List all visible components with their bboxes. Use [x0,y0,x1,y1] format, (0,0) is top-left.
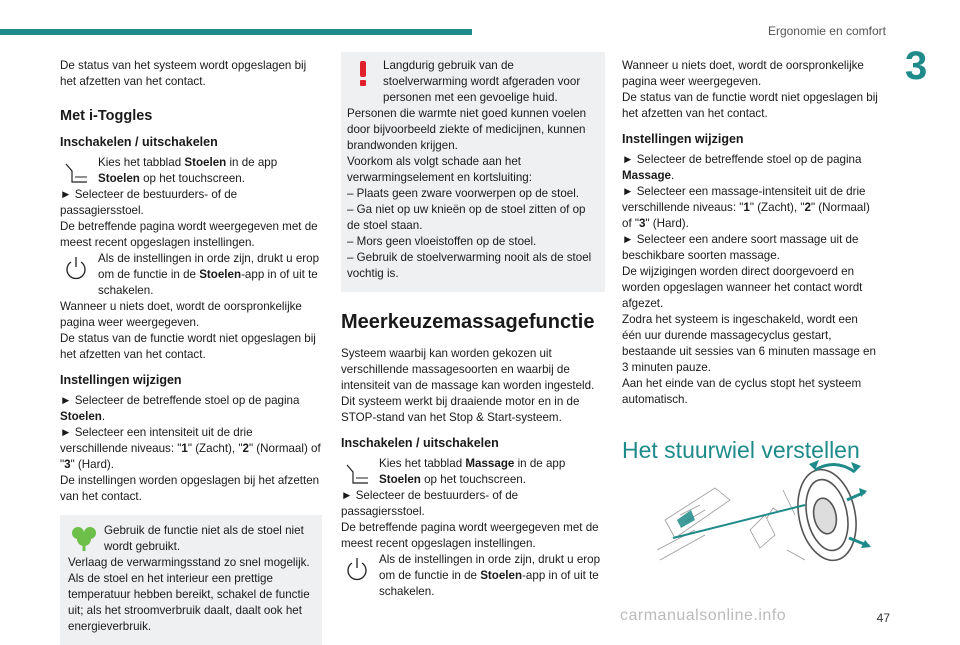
text-bold: Stoelen [480,569,523,582]
text-bold: Massage [465,457,515,470]
text-bold: 2 [804,201,811,214]
paragraph: Voorkom als volgt schade aan het verwarmingselement en kortsluiting: [347,155,532,184]
text: ► Selecteer de betreffende stoel op de pagina [622,153,862,166]
text-bold: 1 [181,442,188,455]
text: Als de instellingen in orde zijn, drukt u erop om de functie in de [379,553,601,582]
column-1 [60,58,322,645]
text: Kies het tabblad [379,457,466,470]
paragraph: Aan het einde van de cyclus stopt het systeem automatisch. [622,377,862,406]
instruction-touch [341,456,605,488]
list-item: – Gebruik de stoelverwarming nooit als de stoel vochtig is. [347,251,592,280]
heading-onoff: Inschakelen / uitschakelen [341,436,499,450]
paragraph: De betreffende pagina wordt weergegeven met de meest recent opgeslagen instellingen. [60,220,318,249]
instruction-power [60,251,322,299]
column-2 [341,52,605,600]
touch-icon [341,456,373,488]
paragraph: De betreffende pagina wordt weergegeven met de meest recent opgeslagen instellingen. [341,521,599,550]
text: " (Zacht), " [187,442,243,455]
heading-itoggles: Met i-Toggles [60,108,153,124]
touch-icon [60,155,92,187]
text: -app in of uit te schakelen. [379,569,599,598]
paragraph: Zodra het systeem is ingeschakeld, wordt een één uur durende massagecyclus gestart, bestaande uit sessies van 6 minuten massage en 3 minuten pauze. [622,313,876,374]
text: " (Normaal) of " [622,201,870,230]
column-3 [622,58,880,464]
heading-settings: Instellingen wijzigen [60,373,182,387]
heading-onoff: Inschakelen / uitschakelen [60,135,218,149]
paragraph: Wanneer u niets doet, wordt de oorspronkelijke pagina weer weergegeven. [60,300,302,329]
paragraph: ► Selecteer de bestuurders- of de passagiersstoel. [341,489,519,518]
note-body: Verlaag de verwarmingsstand zo snel mogelijk. Als de stoel en het interieur een prettige temperatuur hebben bereikt, schakel de functie uit; als het stroomverbruik daalt, daalt ook het energieverbruik. [68,556,310,633]
text-bold: Stoelen [60,410,102,423]
text-bold: Stoelen [199,268,242,281]
warning-icon [347,58,379,106]
text: Kies het tabblad [98,156,185,169]
text: " (Normaal) of " [60,442,321,471]
watermark: carmanualsonline.info [620,607,787,624]
text-bold: 3 [639,217,646,230]
header-accent-bar [0,29,472,35]
text: . [101,410,106,423]
warning-note [341,52,605,292]
paragraph: De status van de functie wordt niet opgeslagen bij het afzetten van het contact. [60,332,316,361]
text-bold: Stoelen [98,172,140,185]
chapter-number: 3 [905,44,928,88]
paragraph: De wijzigingen worden direct doorgevoerd en worden opgeslagen wanneer het contact wordt afgezet. [622,265,863,310]
instruction-power [341,552,605,600]
page-number: 47 [876,611,890,625]
steering-wheel-illustration [655,460,880,575]
paragraph [622,152,880,184]
text: . [670,169,675,182]
text: ► Selecteer een massage-intensiteit uit de drie verschillende niveaus: " [622,185,866,214]
note-lead: Gebruik de functie niet als de stoel niet wordt gebruikt. [104,524,304,553]
section-heading-steering: Het stuurwiel verstellen [622,437,860,463]
power-icon [341,552,373,584]
text-bold: Massage [622,169,671,182]
text-bold: 1 [743,201,750,214]
steering-wheel [790,464,864,566]
text-bold: 2 [242,442,249,455]
heading-settings: Instellingen wijzigen [622,132,744,146]
paragraph [622,184,880,232]
section-heading-massage: Meerkeuzemassagefunctie [341,311,595,333]
power-icon [60,251,92,283]
text: ► Selecteer een intensiteit uit de drie verschillende niveaus: " [60,426,253,455]
paragraph: ► Selecteer een andere soort massage uit de beschikbare soorten massage. [622,233,859,262]
text: op het touchscreen. [420,473,526,486]
text-bold: 3 [64,458,71,471]
text: -app in of uit te schakelen. [98,268,318,297]
warning-lead: Langdurig gebruik van de stoelverwarming wordt afgeraden voor personen met een gevoelige huid. [383,59,581,104]
paragraph: ► Selecteer de bestuurders- of de passagiersstoel. [60,188,238,217]
paragraph: De status van de functie wordt niet opgeslagen bij het afzetten van het contact. [622,91,878,120]
text: in de app [226,156,278,169]
paragraph: Personen die warmte niet goed kunnen voelen door bijvoorbeeld ziekte of medicijnen, kunnen brandwonden krijgen. [347,107,587,152]
list-item: – Mors geen vloeistoffen op de stoel. [347,235,537,248]
paragraph [60,393,322,425]
eco-icon [68,523,100,555]
paragraph: Dit systeem werkt bij draaiende motor en in de STOP-stand van het Stop & Start-systeem. [341,395,580,424]
text: " (Hard). [70,458,114,471]
text: " (Hard). [645,217,689,230]
section-title: Ergonomie en comfort [767,24,886,38]
list-item: – Plaats geen zware voorwerpen op de stoel. [347,187,580,200]
text: Als de instellingen in orde zijn, drukt u erop om de functie in de [98,252,320,281]
paragraph: De status van het systeem wordt opgeslagen bij het afzetten van het contact. [60,59,307,88]
paragraph: Systeem waarbij kan worden gekozen uit verschillende massagesoorten en waarbij de intensiteit van de massage kan worden ingesteld. [341,347,595,392]
eco-note [60,515,322,645]
text: op het touchscreen. [139,172,245,185]
list-item: – Ga niet op uw knieën op de stoel zitten of op de stoel staan. [347,203,586,232]
text: " (Zacht), " [749,201,805,214]
text-bold: Stoelen [184,156,227,169]
text: ► Selecteer de betreffende stoel op de pagina [60,394,300,407]
instruction-touch [60,155,322,187]
text-bold: Stoelen [379,473,421,486]
paragraph [60,425,322,473]
paragraph: Wanneer u niets doet, wordt de oorspronkelijke pagina weer weergegeven. [622,59,864,88]
paragraph: De instellingen worden opgeslagen bij het afzetten van het contact. [60,474,320,503]
text: in de app [514,457,566,470]
